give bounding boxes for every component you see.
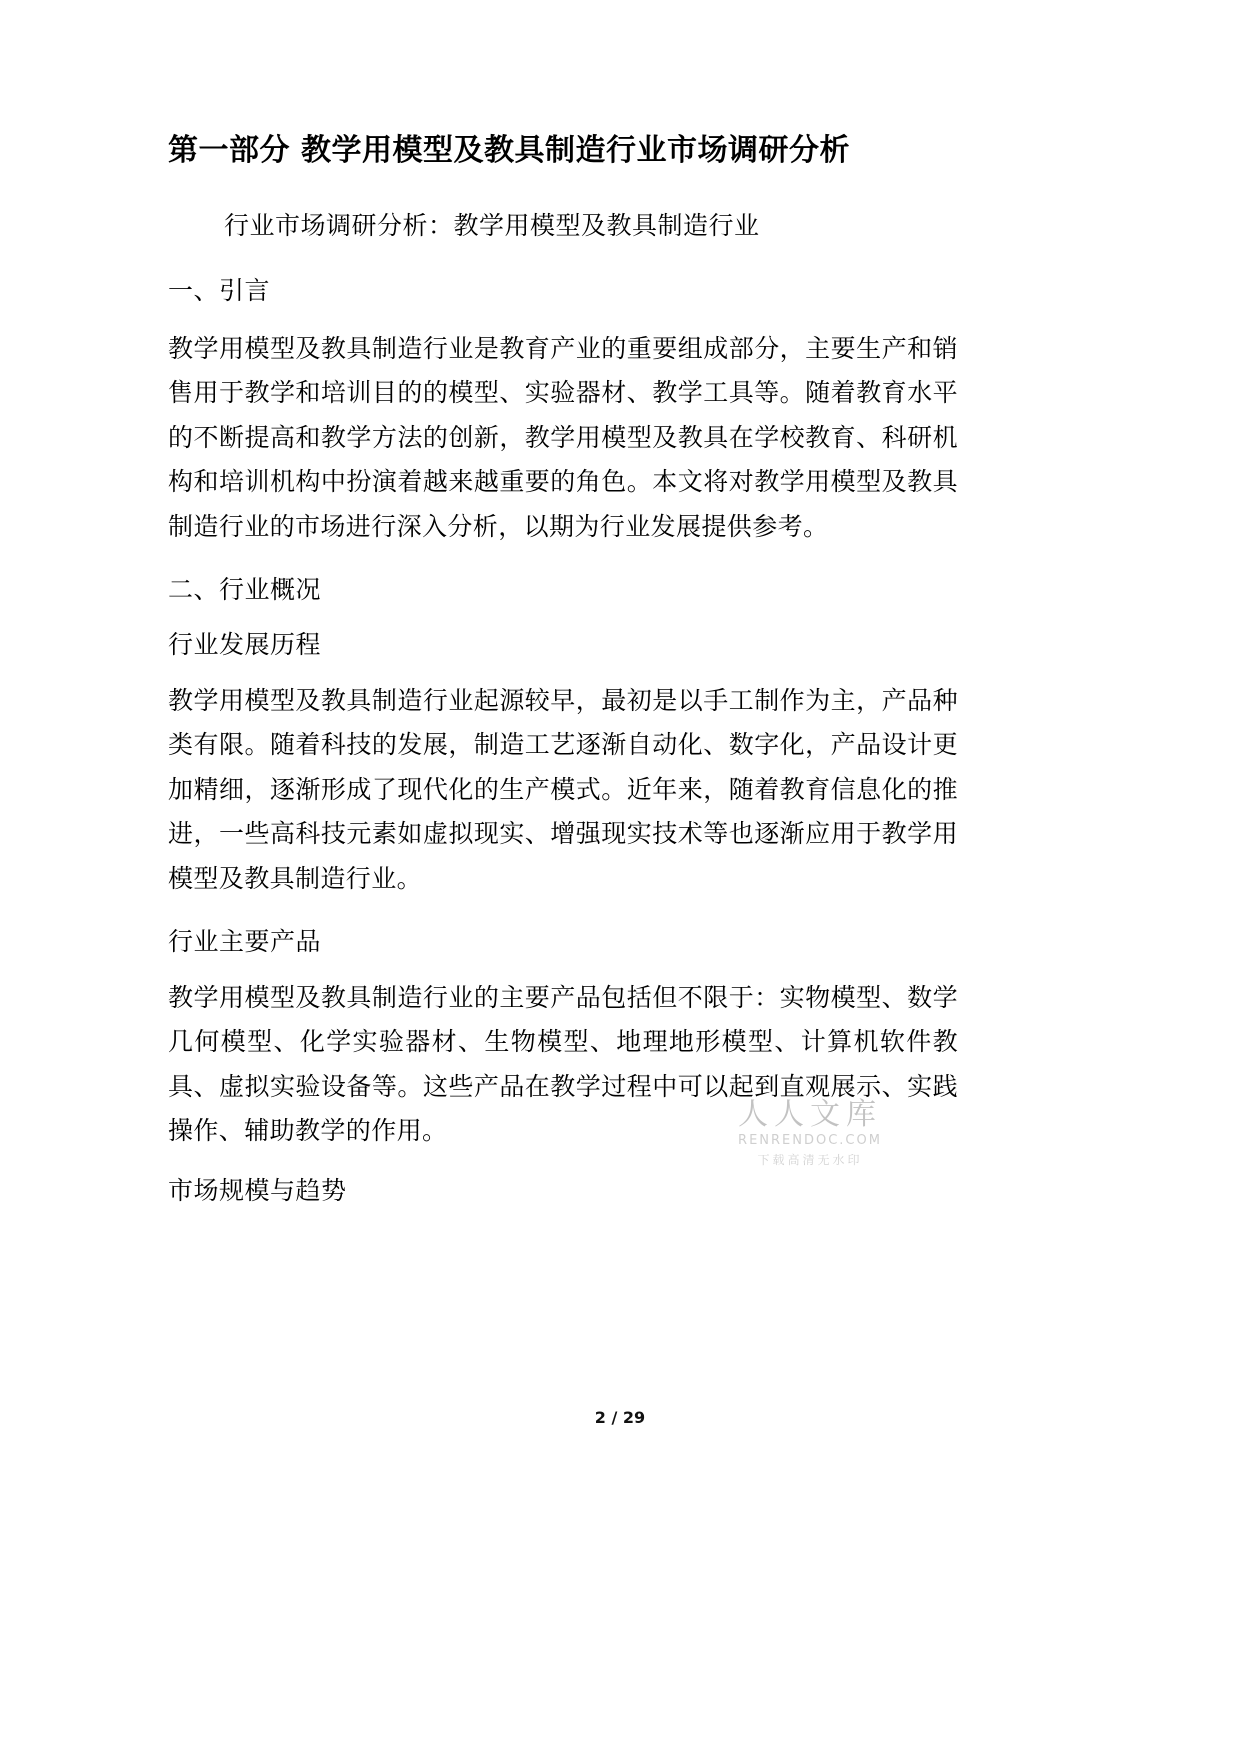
document-body <box>168 128 958 1211</box>
section-heading-introduction: 一、引言 <box>168 275 271 305</box>
subheading-industry-history: 行业发展历程 <box>168 629 322 659</box>
paragraph-introduction: 教学用模型及教具制造行业是教育产业的重要组成部分，主要生产和销售用于教学和培训目的的模型、实验器材、教学工具等。随着教育水平的不断提高和教学方法的创新，教学用模型及教具在学校教育、科研机构和培训机构中扮演着越来越重要的角色。本文将对教学用模型及教具制造行业的市场进行深入分析，以期为行业发展提供参考。 <box>168 333 958 541</box>
watermark <box>700 1098 920 1168</box>
subheading-market-size-trends: 市场规模与趋势 <box>168 1175 347 1205</box>
subheading-main-products: 行业主要产品 <box>168 927 322 956</box>
section-heading-industry-overview: 二、行业概况 <box>168 575 322 604</box>
watermark-sub-text: RENRENDOC.COM <box>738 1133 882 1148</box>
paragraph-industry-history: 教学用模型及教具制造行业起源较早，最初是以手工制作为主，产品种类有限。随着科技的发展，制造工艺逐渐自动化、数字化，产品设计更加精细，逐渐形成了现代化的生产模式。近年来，随着教育信息化的推进，一些高科技元素如虚拟现实、增强现实技术等也逐渐应用于教学用模型及教具制造行业。 <box>168 685 958 893</box>
watermark-main-text: 人人文库 <box>738 1097 882 1132</box>
watermark-note-text: 下载高清无水印 <box>757 1153 863 1167</box>
page-title: 第一部分 教学用模型及教具制造行业市场调研分析 <box>168 133 850 168</box>
paragraph-main-products: 教学用模型及教具制造行业的主要产品包括但不限于：实物模型、数学几何模型、化学实验器材、生物模型、地理地形模型、计算机软件教具、虚拟实验设备等。这些产品在教学过程中可以起到直观展示、实践操作、辅助教学的作用。 <box>168 982 958 1146</box>
page-number: 2 / 29 <box>594 1408 646 1427</box>
intro-line: 行业市场调研分析：教学用模型及教具制造行业 <box>224 211 760 240</box>
